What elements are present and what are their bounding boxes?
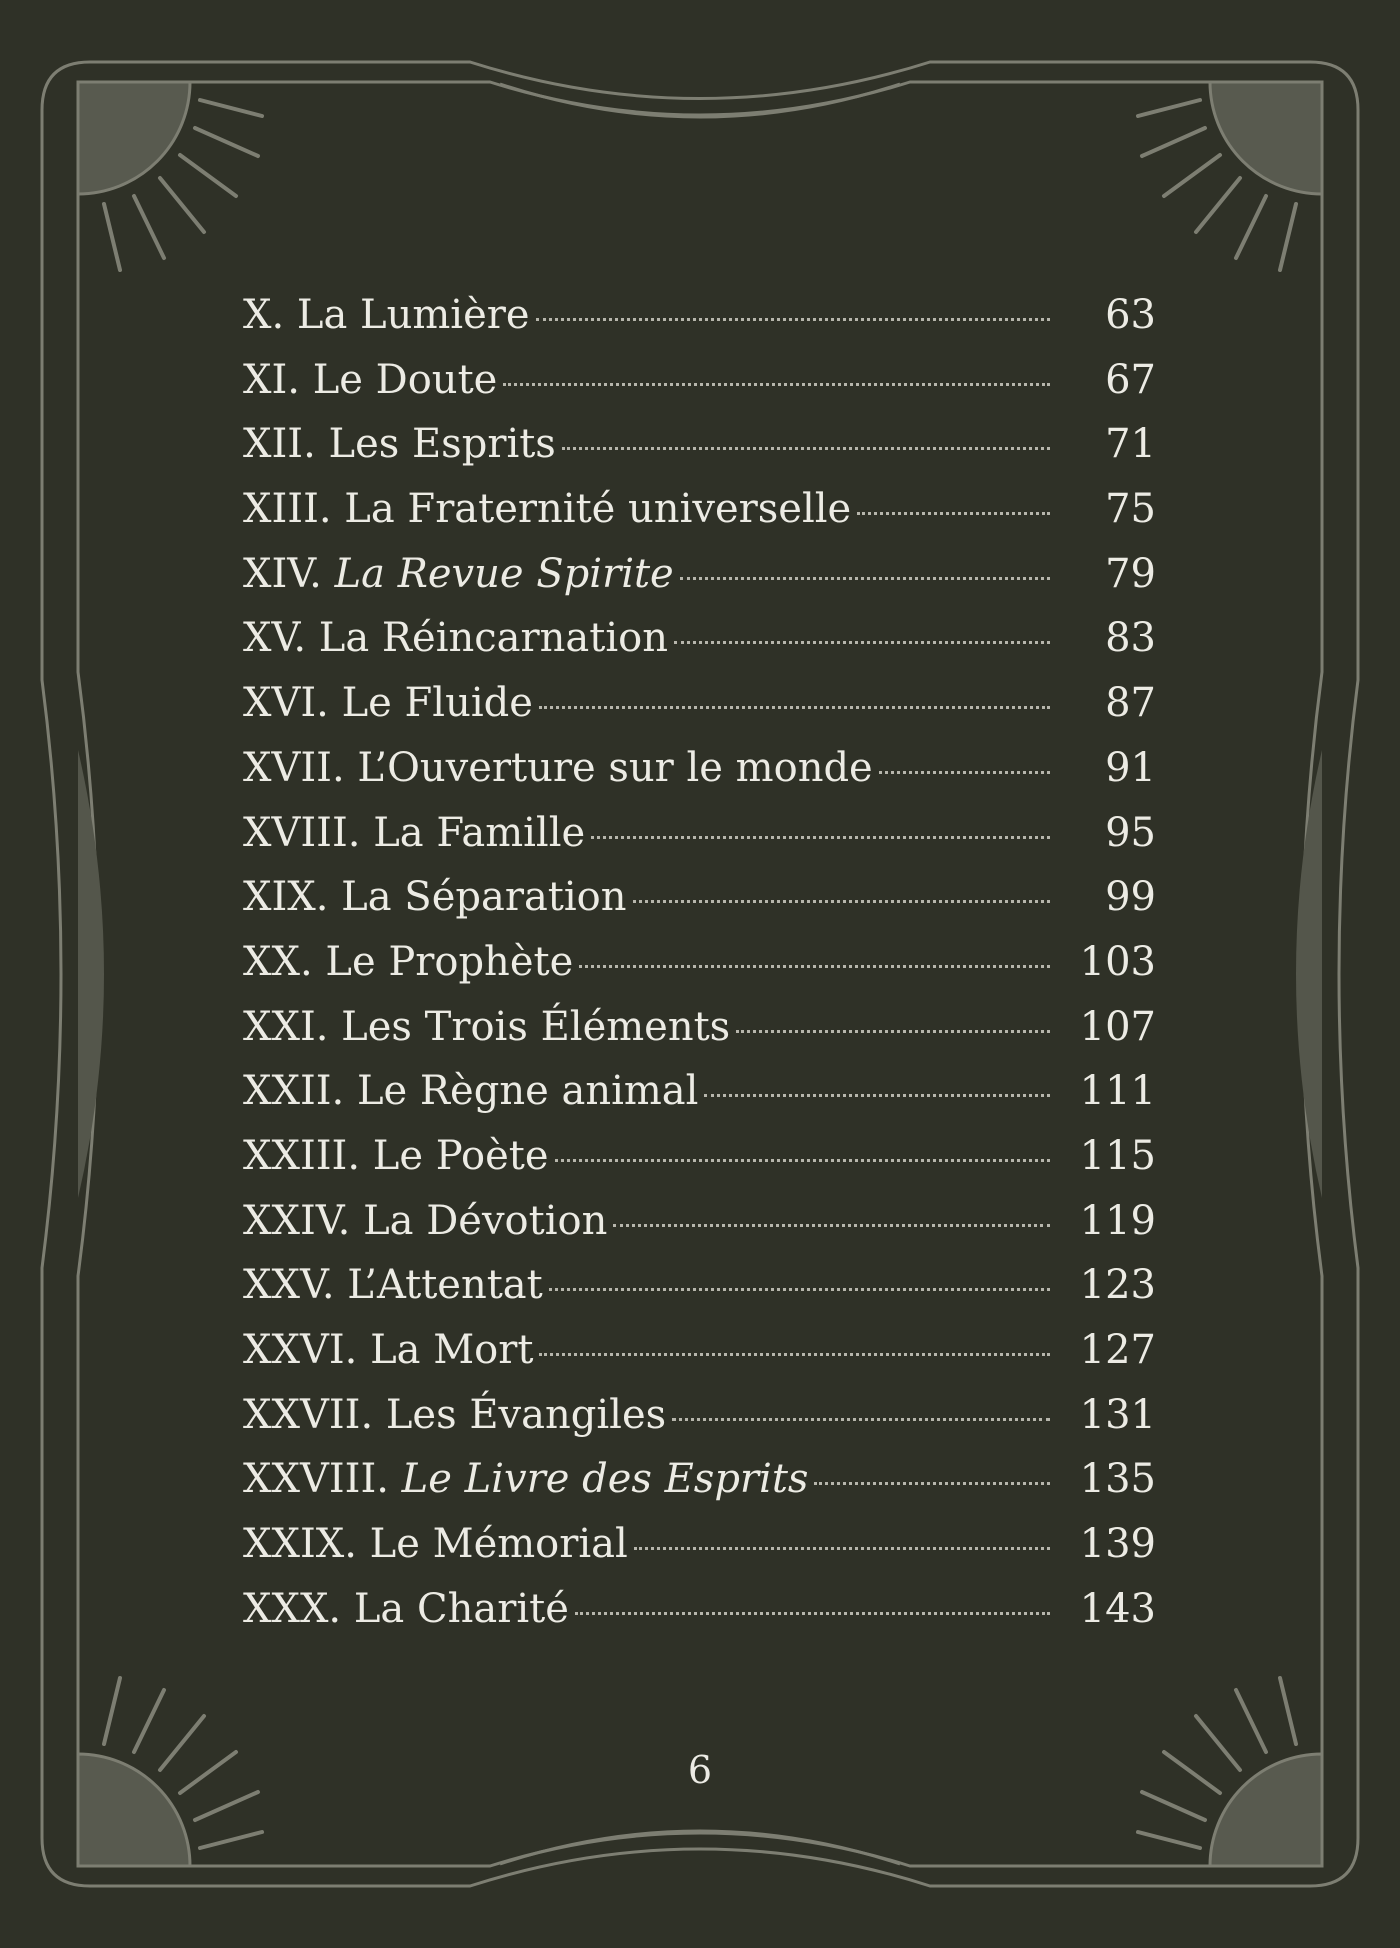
toc-entry-title: XIX. La Séparation xyxy=(243,874,627,921)
toc-entry-page: 71 xyxy=(1105,421,1156,468)
toc-entry-title-italic: La Revue Spirite xyxy=(334,550,674,597)
toc-entry xyxy=(243,486,1156,551)
page-number: 6 xyxy=(687,1748,713,1792)
dot-leader xyxy=(674,641,1050,644)
toc-entry-page: 107 xyxy=(1079,1003,1156,1050)
toc-entry-title: XXIII. Le Poète xyxy=(243,1132,549,1179)
toc-entry-title: XII. Les Esprits xyxy=(243,421,556,468)
dot-leader xyxy=(579,965,1050,968)
toc-entry xyxy=(243,1198,1156,1263)
toc-entry xyxy=(243,1068,1156,1133)
dot-leader xyxy=(672,1418,1050,1421)
dot-leader xyxy=(814,1482,1050,1485)
toc-entry-page: 139 xyxy=(1079,1521,1156,1568)
toc-entry-page: 83 xyxy=(1105,615,1156,662)
toc-entry-page: 115 xyxy=(1079,1132,1156,1179)
toc-entry xyxy=(243,1133,1156,1198)
toc-entry-page: 123 xyxy=(1079,1262,1156,1309)
toc-entry-page: 75 xyxy=(1105,486,1156,533)
toc-entry xyxy=(243,745,1156,810)
toc-entry-page: 87 xyxy=(1105,680,1156,727)
toc-entry-title: XXVII. Les Évangiles xyxy=(243,1391,667,1438)
dot-leader xyxy=(704,1094,1050,1097)
dot-leader xyxy=(736,1030,1050,1033)
dot-leader xyxy=(680,577,1050,580)
dot-leader xyxy=(539,1353,1050,1356)
dot-leader xyxy=(633,900,1050,903)
toc-entry-page: 99 xyxy=(1105,874,1156,921)
toc-entry-page: 95 xyxy=(1105,809,1156,856)
toc-entry-title: XXX. La Charité xyxy=(243,1585,569,1632)
toc-entry-title: XXV. L’Attentat xyxy=(243,1262,543,1309)
toc-entry xyxy=(243,1327,1156,1392)
toc-entry-title: XVIII. La Famille xyxy=(243,809,586,856)
table-of-contents xyxy=(243,292,1156,1650)
toc-entry-title: X. La Lumière xyxy=(243,292,530,338)
toc-entry xyxy=(243,1456,1156,1521)
toc-entry-title: XIV. La Revue Spirite xyxy=(243,550,674,597)
toc-entry xyxy=(243,1004,1156,1069)
dot-leader xyxy=(591,836,1050,839)
toc-entry-page: 127 xyxy=(1079,1327,1156,1373)
toc-entry-title-italic: Le Livre des Esprits xyxy=(401,1456,809,1503)
toc-entry-page: 143 xyxy=(1079,1585,1156,1632)
dot-leader xyxy=(536,318,1050,321)
toc-entry-title: XV. La Réincarnation xyxy=(243,615,668,662)
toc-entry xyxy=(243,810,1156,875)
toc-entry-page: 103 xyxy=(1079,938,1156,985)
toc-entry-page: 91 xyxy=(1105,744,1156,791)
toc-entry-page: 67 xyxy=(1105,356,1156,403)
toc-entry-title: XXVI. La Mort xyxy=(243,1327,534,1373)
toc-entry xyxy=(243,551,1156,616)
toc-entry xyxy=(243,615,1156,680)
dot-leader xyxy=(503,383,1050,386)
dot-leader xyxy=(857,512,1050,515)
toc-entry-page: 135 xyxy=(1079,1456,1156,1503)
dot-leader xyxy=(879,771,1050,774)
toc-entry xyxy=(243,680,1156,745)
toc-entry-title: XXI. Les Trois Éléments xyxy=(243,1003,731,1050)
toc-entry-title: XX. Le Prophète xyxy=(243,938,574,985)
dot-leader xyxy=(613,1224,1050,1227)
toc-entry xyxy=(243,1262,1156,1327)
toc-entry-title: XXIV. La Dévotion xyxy=(243,1197,608,1244)
toc-entry xyxy=(243,421,1156,486)
dot-leader xyxy=(549,1288,1050,1291)
dot-leader xyxy=(539,706,1050,709)
toc-entry-page: 111 xyxy=(1079,1068,1156,1115)
toc-entry-title: XXIX. Le Mémorial xyxy=(243,1521,628,1568)
toc-entry xyxy=(243,1521,1156,1586)
toc-entry-title: XXII. Le Règne animal xyxy=(243,1068,699,1115)
toc-entry xyxy=(243,874,1156,939)
toc-entry xyxy=(243,1586,1156,1651)
dot-leader xyxy=(562,447,1050,450)
toc-entry-title: XXVIII. Le Livre des Esprits xyxy=(243,1456,809,1503)
toc-entry-title: XI. Le Doute xyxy=(243,356,498,403)
dot-leader xyxy=(555,1159,1050,1162)
toc-entry xyxy=(243,1392,1156,1457)
toc-entry-page: 79 xyxy=(1105,550,1156,597)
dot-leader xyxy=(634,1547,1050,1550)
toc-entry-page: 119 xyxy=(1079,1197,1156,1244)
toc-entry xyxy=(243,939,1156,1004)
toc-entry-page: 63 xyxy=(1105,292,1156,338)
toc-entry-title: XVI. Le Fluide xyxy=(243,680,533,727)
toc-entry-title: XIII. La Fraternité universelle xyxy=(243,486,852,533)
toc-entry-title: XVII. L’Ouverture sur le monde xyxy=(243,744,873,791)
toc-entry-page: 131 xyxy=(1079,1391,1156,1438)
toc-entry xyxy=(243,292,1156,357)
dot-leader xyxy=(575,1612,1050,1615)
toc-entry xyxy=(243,357,1156,422)
